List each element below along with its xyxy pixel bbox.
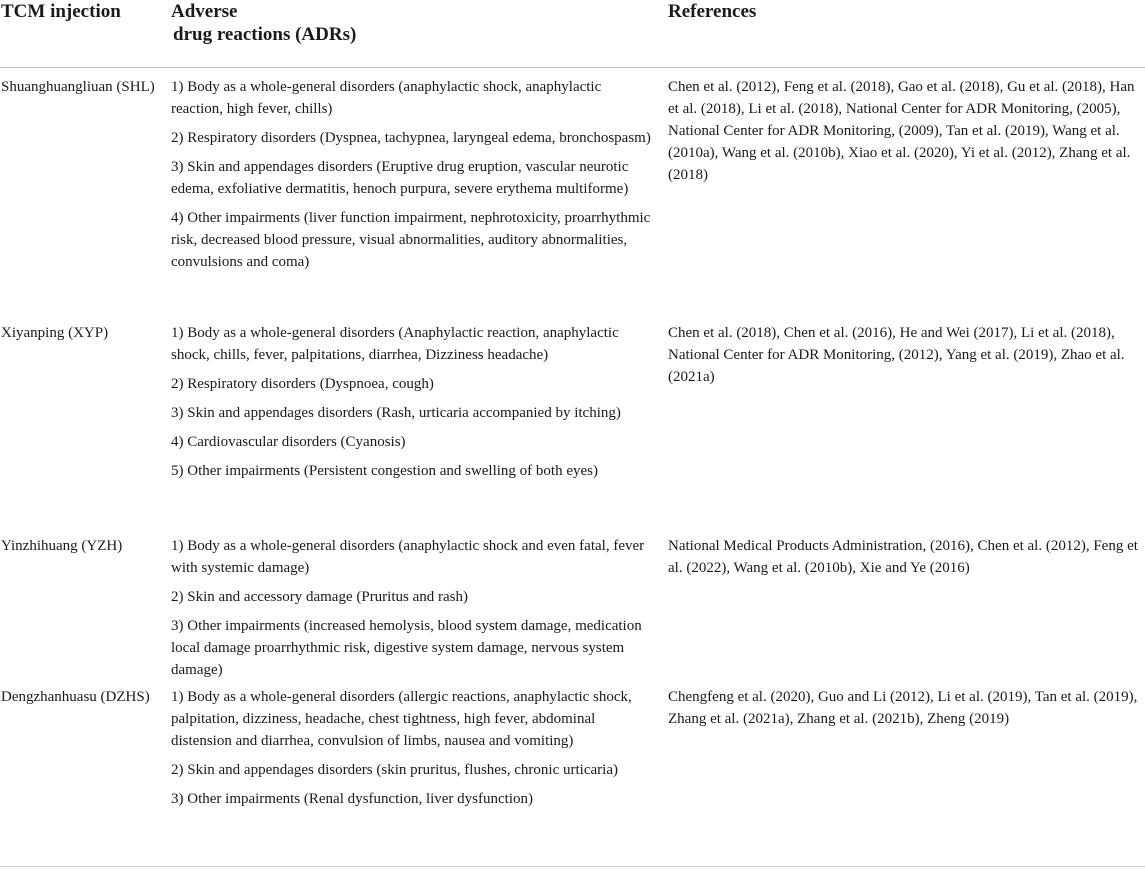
adr-list: [171, 76, 653, 280]
drug-name: Shuanghuangliuan (SHL): [1, 79, 155, 95]
adr-item: 2) Respiratory disorders (Dyspnea, tachypnea, laryngeal edema, bronchospasm): [171, 130, 651, 146]
adr-item: 1) Body as a whole-general disorders (allergic reactions, anaphylactic shock, palpitation, dizziness, headache, chest tightness, high fever, abdominal distension and diarrhea, convulsion of limbs, nausea and vomiting): [171, 689, 632, 749]
adr-list: [171, 535, 653, 688]
adr-item: 3) Skin and appendages disorders (Rash, urticaria accompanied by itching): [171, 405, 621, 421]
header-adrs-line1: Adverse: [171, 1, 238, 22]
adr-item: 1) Body as a whole-general disorders (anaphylactic shock, anaphylactic reaction, high fever, chills): [171, 79, 602, 117]
adr-item: 1) Body as a whole-general disorders (Anaphylactic reaction, anaphylactic shock, chills, fever, palpitations, diarrhea, Dizziness headache): [171, 325, 619, 363]
header-adrs-line2: drug reactions (ADRs): [173, 24, 357, 45]
adr-item: 2) Respiratory disorders (Dyspnoea, cough): [171, 376, 434, 392]
adr-item: 2) Skin and appendages disorders (skin pruritus, flushes, chronic urticaria): [171, 762, 618, 778]
adr-list: [171, 686, 653, 817]
references: Chen et al. (2018), Chen et al. (2016), He and Wei (2017), Li et al. (2018), National Center for ADR Monitoring, (2012), Yang et al. (2019), Zhao et al. (2021a): [668, 325, 1125, 385]
references: Chen et al. (2012), Feng et al. (2018), Gao et al. (2018), Gu et al. (2018), Han et al. (2018), Li et al. (2018), National Center for ADR Monitoring, (2005), National Center for ADR Monitoring, (2009), Tan et al. (2019), Wang et al. (2010a), Wang et al. (2010b), Xiao et al. (2020), Yi et al. (2012), Zhang et al. (2018): [668, 79, 1135, 183]
adr-item: 1) Body as a whole-general disorders (anaphylactic shock and even fatal, fever with systemic damage): [171, 538, 645, 576]
adr-item: 4) Cardiovascular disorders (Cyanosis): [171, 434, 406, 450]
adr-item: 2) Skin and accessory damage (Pruritus and rash): [171, 589, 468, 605]
adr-item: 3) Other impairments (Renal dysfunction, liver dysfunction): [171, 791, 533, 807]
drug-name: Dengzhanhuasu (DZHS): [1, 689, 150, 705]
adr-item: 3) Other impairments (increased hemolysis, blood system damage, medication local damage proarrhythmic risk, digestive system damage, nervous system damage): [171, 618, 642, 678]
adr-item: 3) Skin and appendages disorders (Eruptive drug eruption, vascular neurotic edema, exfoliative dermatitis, henoch purpura, severe erythema multiforme): [171, 159, 629, 197]
header-adrs: [171, 0, 471, 46]
drug-name: Xiyanping (XYP): [1, 325, 109, 341]
header-tcm-injection: TCM injection: [1, 1, 121, 22]
table-header: [0, 0, 1145, 68]
adr-item: 4) Other impairments (liver function impairment, nephrotoxicity, proarrhythmic risk, decreased blood pressure, visual abnormalities, auditory abnormalities, convulsions and coma): [171, 210, 651, 270]
header-references: References: [668, 1, 757, 22]
drug-name: Yinzhihuang (YZH): [1, 538, 123, 554]
adr-item: 5) Other impairments (Persistent congestion and swelling of both eyes): [171, 463, 598, 479]
references: National Medical Products Administration, (2016), Chen et al. (2012), Feng et al. (2022), Wang et al. (2010b), Xie and Ye (2016): [668, 538, 1138, 576]
bottom-rule: [0, 866, 1145, 867]
adr-list: [171, 322, 653, 489]
references: Chengfeng et al. (2020), Guo and Li (2012), Li et al. (2019), Tan et al. (2019), Zhang et al. (2021a), Zhang et al. (2021b), Zheng (2019): [668, 689, 1138, 727]
